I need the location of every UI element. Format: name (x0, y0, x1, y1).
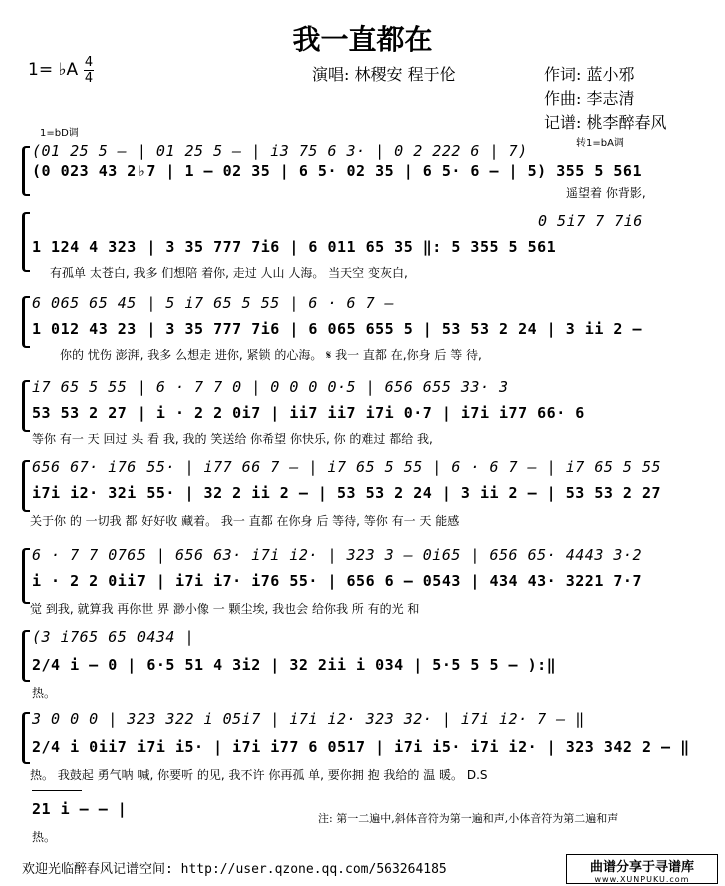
time-signature (84, 56, 94, 85)
score-line: 1 012 43 23 | 3 35 777 7i6 | 6 065 655 5 | 53 53 2 24 | 3 ii 2 – (32, 320, 642, 338)
lyric-line: 热。 (32, 686, 57, 700)
key-change-1: 1=bD调 (40, 128, 79, 139)
system-brace (22, 460, 30, 512)
lyricist: 作词: 蓝小邪 (544, 65, 635, 84)
system-brace (22, 548, 30, 604)
lyric-line: 热。 (32, 830, 57, 844)
volta-line (32, 790, 82, 791)
score-line: (3 i765 65 0434 | (32, 628, 195, 646)
meter-bottom: 4 (84, 71, 94, 86)
watermark-badge (566, 854, 718, 884)
score-line: i7i i2· 32i 55· | 32 2 ii 2 – | 53 53 2 24 | 3 ii 2 – | 53 53 2 27 (32, 484, 662, 502)
score-line: 3 0 0 0 | 323 322 i 05i7 | i7i i2· 323 32· | i7i i2· 7 – ‖ (32, 710, 585, 728)
system-brace (22, 712, 30, 764)
score-line: 0 5i7 7 7i6 (538, 212, 643, 230)
system-brace (22, 630, 30, 682)
song-title: 我一直都在 (292, 23, 433, 56)
footnote: 注: 第一二遍中,斜体音符为第一遍和声,小体音符为第二遍和声 (318, 812, 619, 825)
score-line: i · 2 2 0ii7 | i7i i7· i76 55· | 656 6 – 0543 | 434 43· 3221 7·7 (32, 572, 642, 590)
system-brace (22, 296, 30, 348)
score-line: 2/4 i – 0 | 6·5 51 4 3i2 | 32 2ii i 034 | 5·5 5 5 – ):‖ (32, 656, 557, 674)
lyric-line: 有孤单 太苍白, 我多 们想陪 着你, 走过 人山 人海。 当天空 变灰白, (50, 266, 408, 280)
meter-top: 4 (84, 55, 94, 70)
key-signature: 1= ♭A (28, 60, 79, 80)
watermark-url: www.XUNPUKU.com (594, 875, 690, 884)
score-line: i7 65 5 55 | 6 · 7 7 0 | 0 0 0 0·5 | 656 655 33· 3 (32, 378, 509, 396)
watermark-text: 曲谱分享于寻谱库 (589, 860, 694, 875)
key-change-2: 转1=bA调 (576, 138, 624, 149)
lyric-line: 关于你 的 一切我 都 好好收 藏着。 我一 直都 在你身 后 等待, 等你 有一 天 能感 (30, 514, 460, 528)
score-line: 1 124 4 323 | 3 35 777 7i6 | 6 011 65 35 ‖: 5 355 5 561 (32, 238, 557, 256)
lyric-line: 你的 忧伤 澎湃, 我多 么想走 进你, 紧锁 的心海。 𝄋 我一 直都 在,你身 后 等 待, (60, 348, 482, 362)
system-brace (22, 380, 30, 432)
score-line: 21 i – – | (32, 800, 128, 818)
score-line: 53 53 2 27 | i · 2 2 0i7 | ii7 ii7 i7i 0·7 | i7i i77 66· 6 (32, 404, 585, 422)
transcriber: 记谱: 桃李醉春风 (544, 113, 667, 132)
singers: 演唱: 林稷安 程于伦 (312, 65, 456, 84)
lyric-line: 遥望着 你背影, (566, 186, 646, 200)
score-line: 6 065 65 45 | 5 i7 65 5 55 | 6 · 6 7 – (32, 294, 395, 312)
composer: 作曲: 李志清 (544, 89, 635, 108)
lyric-line: 觉 到我, 就算我 再你世 界 渺小像 一 颗尘埃, 我也会 给你我 所 有的光 和 (30, 602, 420, 616)
footer-link[interactable]: 欢迎光临醉春风记谱空间: http://user.qzone.qq.com/563264185 (22, 862, 447, 877)
system-brace (22, 212, 30, 272)
system-brace (22, 146, 30, 196)
lyric-line: 等你 有一 天 回过 头 看 我, 我的 笑送给 你希望 你快乐, 你 的难过 都给 我, (32, 432, 433, 446)
score-line: (0 023 43 2♭7 | 1 – 02 35 | 6 5· 02 35 | 6 5· 6 – | 5) 355 5 561 (32, 162, 642, 180)
score-line: (01 25 5 – | 01 25 5 – | i3 75 6 3· | 0 2 222 6 | 7) (32, 142, 528, 160)
score-line: 656 67· i76 55· | i77 66 7 – | i7 65 5 55 | 6 · 6 7 – | i7 65 5 55 (32, 458, 662, 476)
score-line: 2/4 i 0ii7 i7i i5· | i7i i77 6 0517 | i7i i5· i7i i2· | 323 342 2 – ‖ (32, 738, 690, 756)
lyric-line: 热。 我鼓起 勇气呐 喊, 你要听 的见, 我不许 你再孤 单, 要你拥 抱 我给的 温 暖。 D.S (30, 768, 488, 782)
score-line: 6 · 7 7 0765 | 656 63· i7i i2· | 323 3 – 0i65 | 656 65· 4443 3·2 (32, 546, 642, 564)
